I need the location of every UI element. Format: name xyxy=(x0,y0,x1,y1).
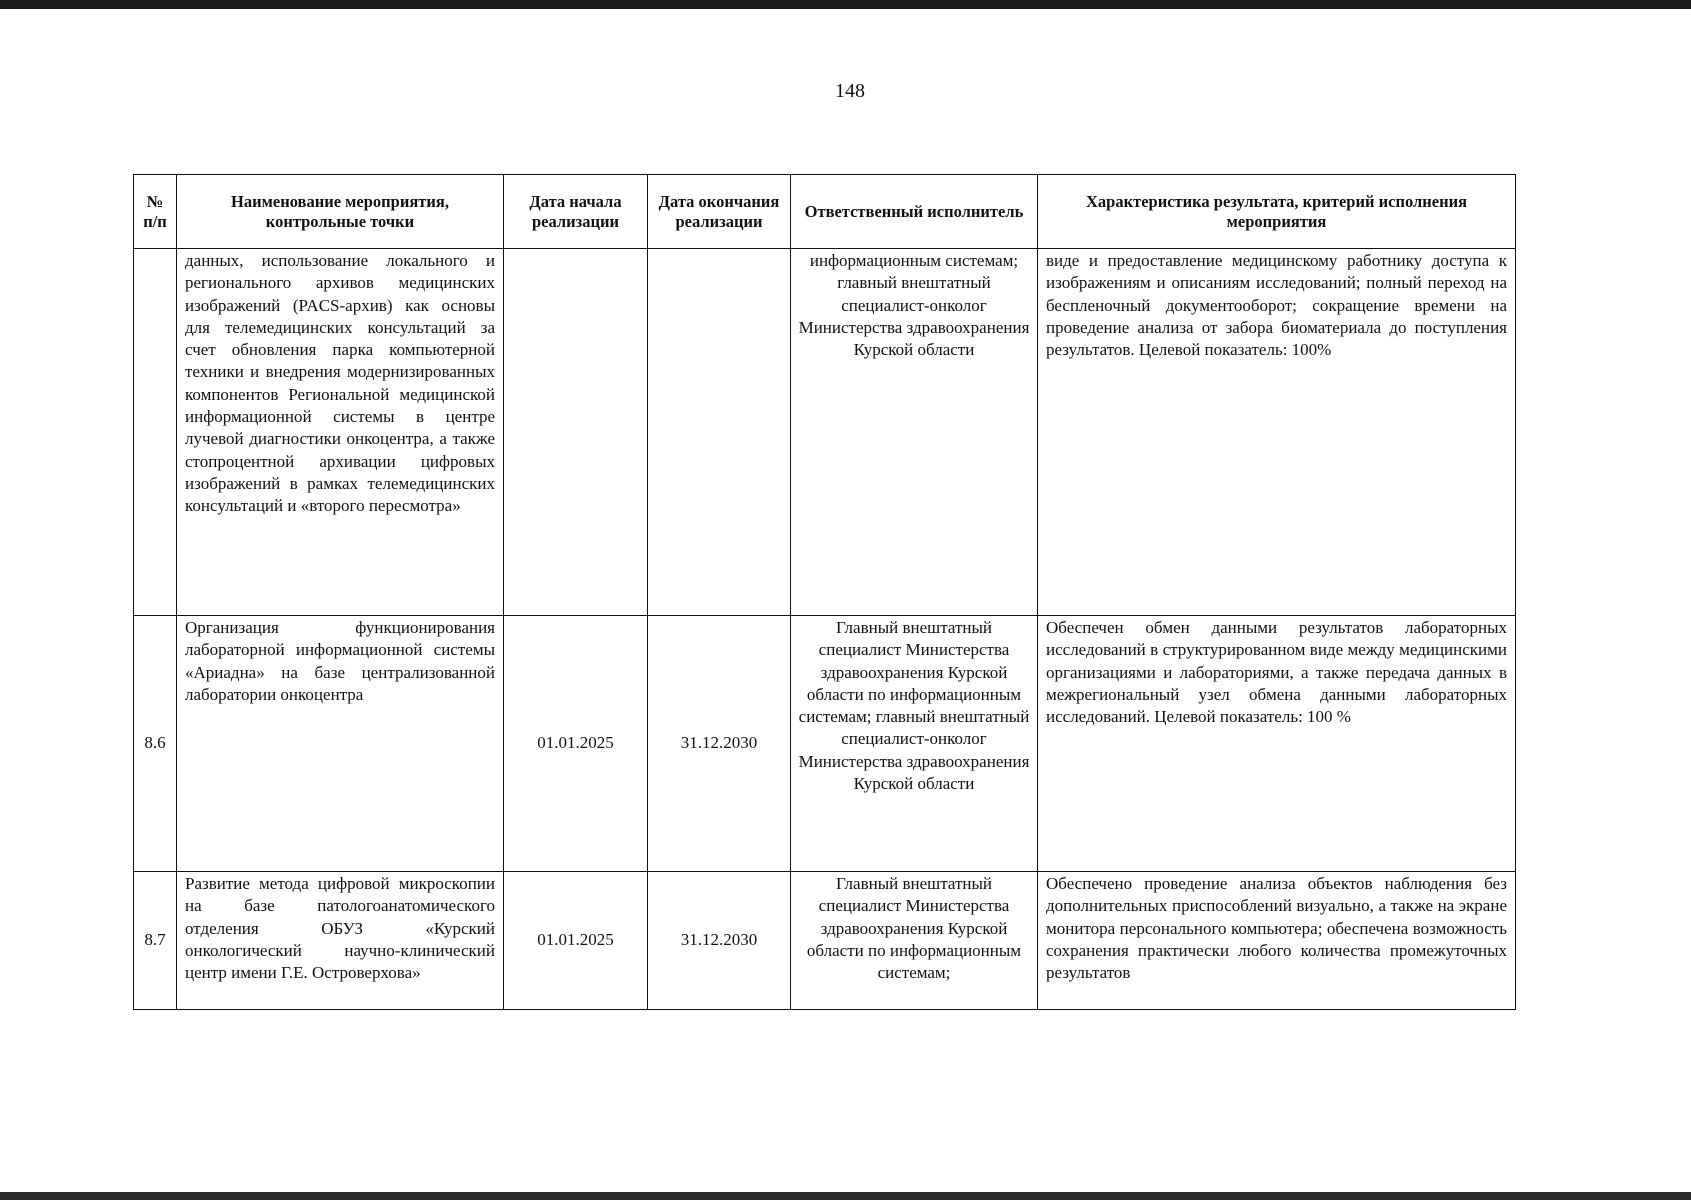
header-result: Характеристика результата, критерий исполнения мероприятия xyxy=(1038,175,1516,249)
cell-end-date: 31.12.2030 xyxy=(648,872,791,1010)
cell-start-date: 01.01.2025 xyxy=(504,872,648,1010)
cell-end-date xyxy=(648,249,791,616)
activities-table xyxy=(133,174,1516,1010)
cell-result: Обеспечено проведение анализа объектов наблюдения без дополнительных приспособлений визуально, а также на экране монитора персонального компьютера; обеспечена возможность сохранения практически любого количества промежуточных результатов xyxy=(1038,872,1516,1010)
cell-start-date xyxy=(504,249,648,616)
cell-name: Развитие метода цифровой микроскопии на базе патологоанатомического отделения ОБУЗ «Курский онкологический научно-клинический центр имени Г.Е. Островерхова» xyxy=(177,872,504,1010)
cell-result: Обеспечен обмен данными результатов лабораторных исследований в структурированном виде между медицинскими организациями и лабораториями, а также передача данных в межрегиональный узел обмена данными лабораторных исследований. Целевой показатель: 100 % xyxy=(1038,616,1516,872)
header-executor: Ответственный исполнитель xyxy=(791,175,1038,249)
cell-executor: Главный внештатный специалист Министерства здравоохранения Курской области по информационным системам; главный внештатный специалист-онколог Министерства здравоохранения Курской области xyxy=(791,616,1038,872)
cell-result: виде и предоставление медицинскому работнику доступа к изображениям и описаниям исследований; полный переход на беспленочный документооборот; сокращение времени на проведение анализа от забора биоматериала до поступления результатов. Целевой показатель: 100% xyxy=(1038,249,1516,616)
scan-top-edge xyxy=(0,0,1691,9)
cell-name: Организация функционирования лабораторной информационной системы «Ариадна» на базе централизованной лаборатории онкоцентра xyxy=(177,616,504,872)
header-end-date: Дата окончания реализации xyxy=(648,175,791,249)
cell-executor: информационным системам; главный внештатный специалист-онколог Министерства здравоохранения Курской области xyxy=(791,249,1038,616)
table-header-row xyxy=(134,175,1516,249)
header-start-date: Дата начала реализации xyxy=(504,175,648,249)
page-number: 148 xyxy=(835,80,865,102)
cell-num: 8.7 xyxy=(134,872,177,1010)
header-name: Наименование мероприятия, контрольные точки xyxy=(177,175,504,249)
cell-start-date: 01.01.2025 xyxy=(504,616,648,872)
cell-name: данных, использование локального и регионального архивов медицинских изображений (PACS-архив) как основы для телемедицинских консультаций за счет обновления парка компьютерной техники и внедрения модернизированных компонентов Региональной медицинской информационной системы в центре лучевой диагностики онкоцентра, а также стопроцентной архивации цифровых изображений в рамках телемедицинских консультаций и «второго пересмотра» xyxy=(177,249,504,616)
table-row xyxy=(134,249,1516,616)
table-row xyxy=(134,616,1516,872)
header-num: № п/п xyxy=(134,175,177,249)
scan-bottom-edge xyxy=(0,1192,1691,1200)
cell-end-date: 31.12.2030 xyxy=(648,616,791,872)
cell-executor: Главный внештатный специалист Министерства здравоохранения Курской области по информационным системам; xyxy=(791,872,1038,1010)
table-row xyxy=(134,872,1516,1010)
cell-num: 8.6 xyxy=(134,616,177,872)
cell-num xyxy=(134,249,177,616)
